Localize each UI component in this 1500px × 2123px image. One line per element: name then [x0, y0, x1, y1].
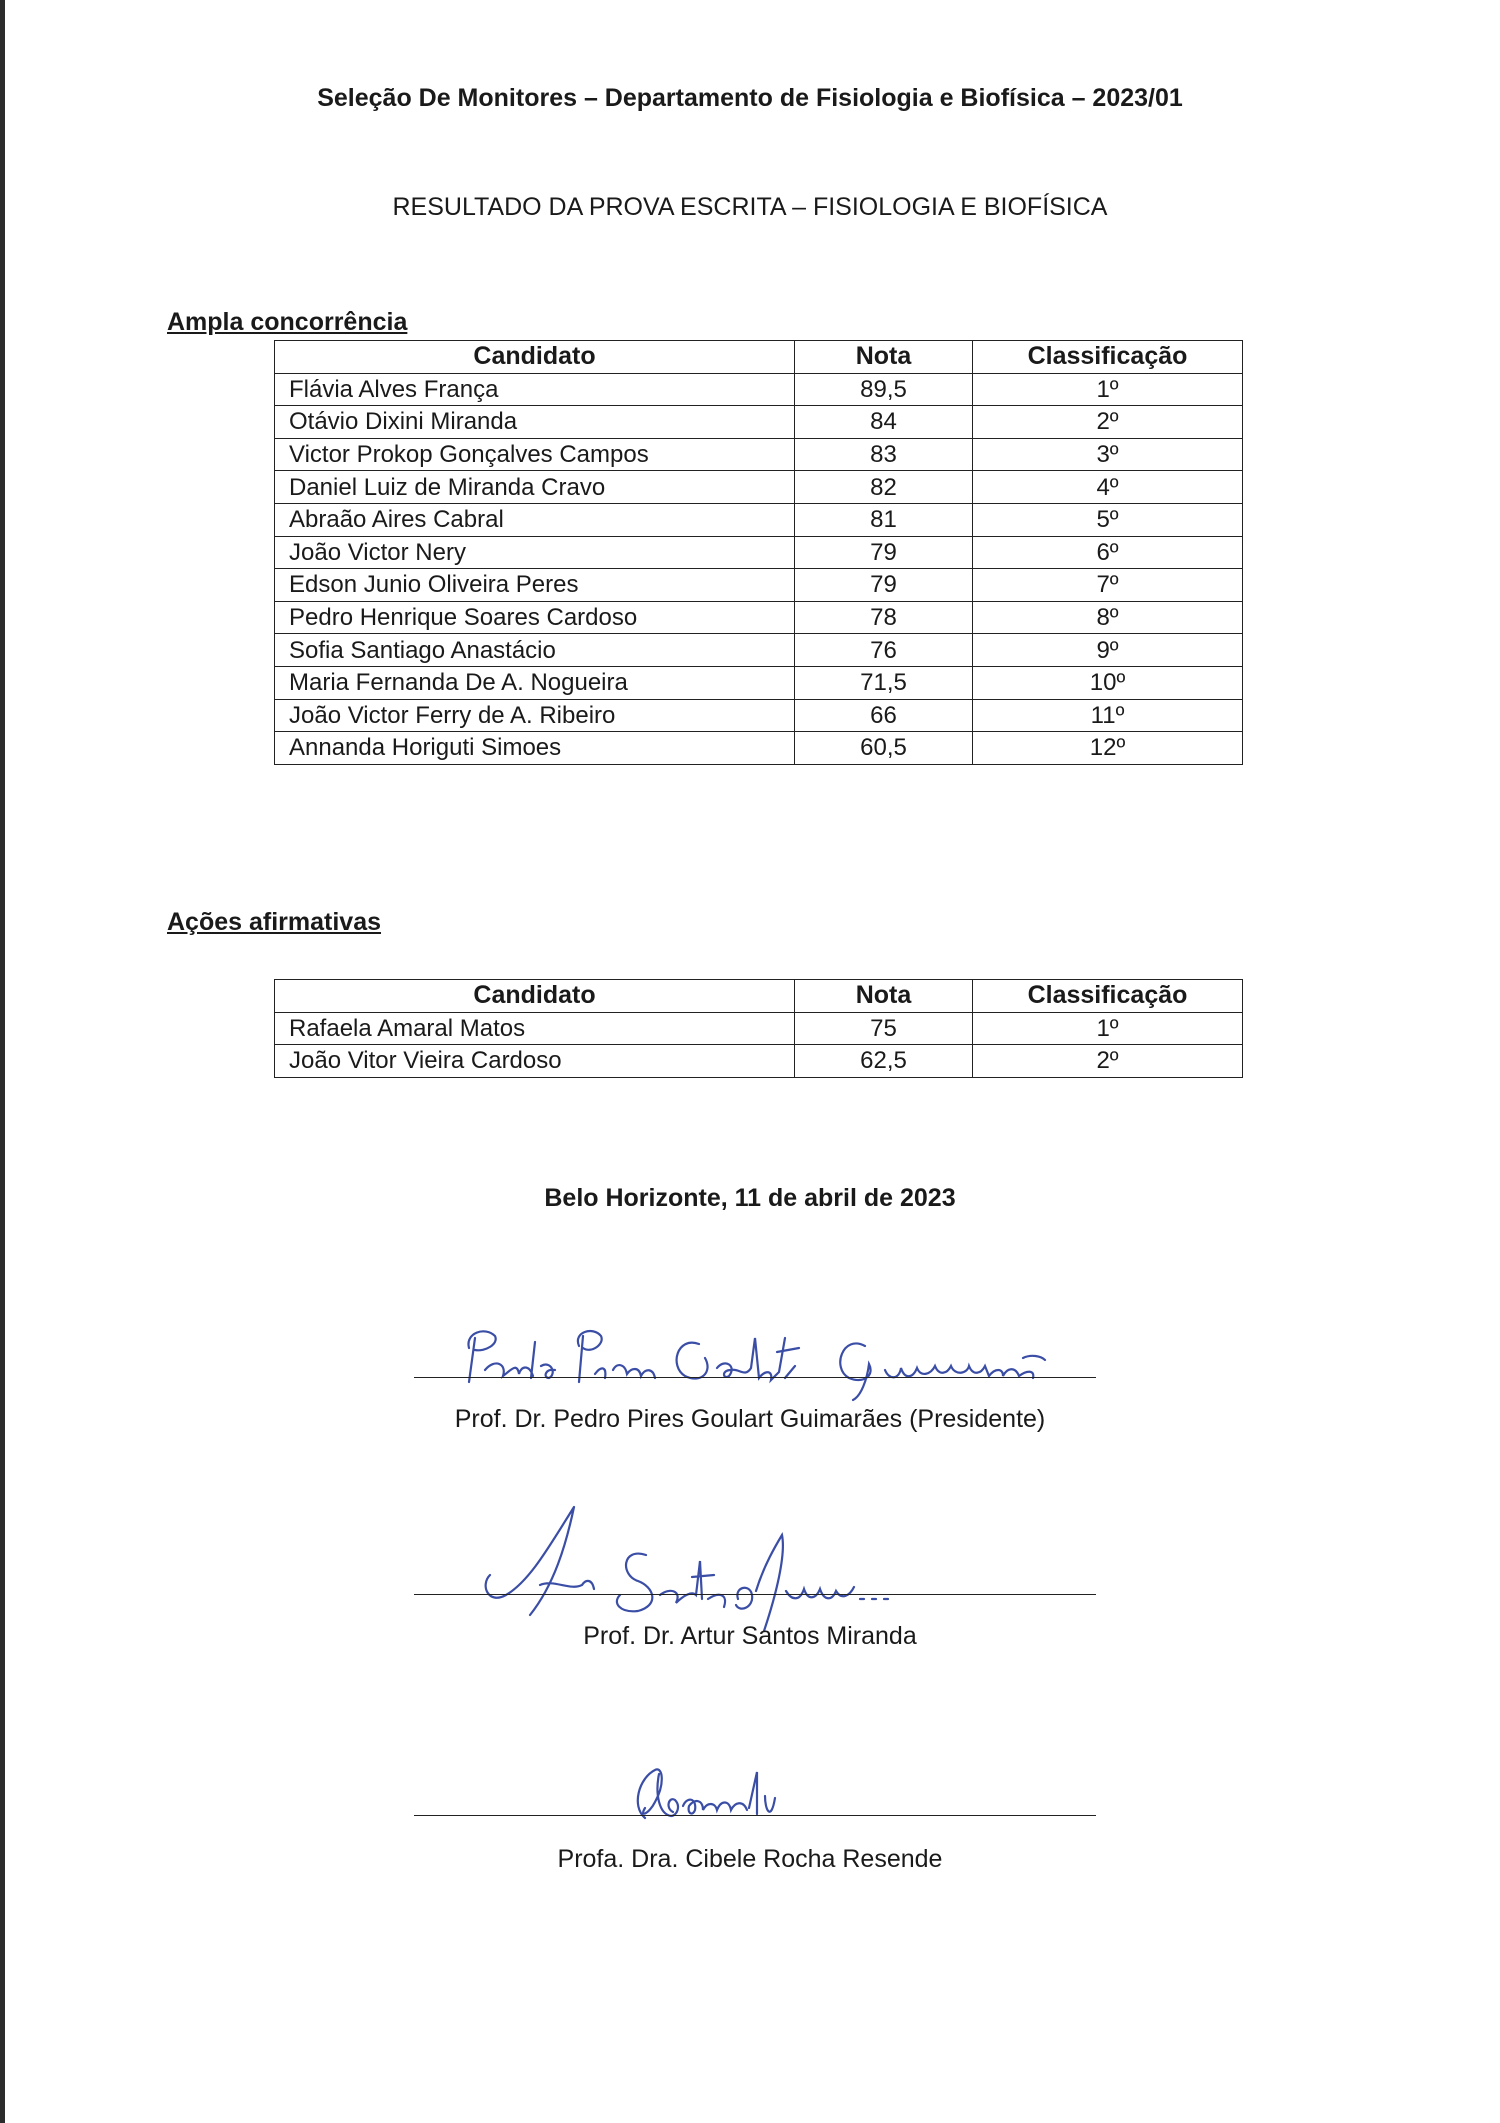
candidate-name-cell: Abraão Aires Cabral: [275, 503, 795, 536]
table-row: [275, 373, 1243, 406]
section-label-ampla: Ampla concorrência: [167, 308, 408, 336]
candidate-name-cell: Annanda Horiguti Simoes: [275, 732, 795, 765]
rank-cell: 12º: [973, 732, 1243, 765]
table-row: [275, 438, 1243, 471]
signatory-name-artur: Prof. Dr. Artur Santos Miranda: [583, 1622, 917, 1650]
document-title: Seleção De Monitores – Departamento de Fisiologia e Biofísica – 2023/01: [317, 84, 1183, 112]
section-label-acoes: Ações afirmativas: [167, 908, 382, 936]
table-header-row: [275, 980, 1243, 1013]
grade-cell: 60,5: [795, 732, 973, 765]
rank-cell: 5º: [973, 503, 1243, 536]
table-row: [275, 471, 1243, 504]
table-row: [275, 536, 1243, 569]
rank-cell: 1º: [973, 373, 1243, 406]
table-row: [275, 1045, 1243, 1078]
rank-cell: 4º: [973, 471, 1243, 504]
candidate-name-cell: Victor Prokop Gonçalves Campos: [275, 438, 795, 471]
document-subtitle: RESULTADO DA PROVA ESCRITA – FISIOLOGIA E BIOFÍSICA: [392, 193, 1108, 221]
table-row: [275, 1012, 1243, 1045]
signature-line-cibele: [414, 1815, 1096, 1816]
candidate-name-cell: Pedro Henrique Soares Cardoso: [275, 601, 795, 634]
grade-cell: 75: [795, 1012, 973, 1045]
grade-cell: 62,5: [795, 1045, 973, 1078]
candidate-name-cell: Sofia Santiago Anastácio: [275, 634, 795, 667]
grade-cell: 79: [795, 536, 973, 569]
column-header-nota: Nota: [795, 341, 973, 374]
candidate-name-cell: Otávio Dixini Miranda: [275, 406, 795, 439]
signature-pedro-image: [455, 1318, 1075, 1403]
column-header-classificacao: Classificação: [973, 341, 1243, 374]
grade-cell: 78: [795, 601, 973, 634]
table-row: [275, 569, 1243, 602]
signatory-name-pedro: Prof. Dr. Pedro Pires Goulart Guimarães (Presidente): [454, 1405, 1046, 1433]
grade-cell: 76: [795, 634, 973, 667]
table-header-row: [275, 341, 1243, 374]
rank-cell: 8º: [973, 601, 1243, 634]
candidate-name-cell: João Victor Ferry de A. Ribeiro: [275, 699, 795, 732]
table-row: [275, 732, 1243, 765]
rank-cell: 2º: [973, 1045, 1243, 1078]
column-header-classificacao: Classificação: [973, 980, 1243, 1013]
candidate-name-cell: João Vitor Vieira Cardoso: [275, 1045, 795, 1078]
grade-cell: 82: [795, 471, 973, 504]
grade-cell: 79: [795, 569, 973, 602]
rank-cell: 1º: [973, 1012, 1243, 1045]
grade-cell: 71,5: [795, 666, 973, 699]
signature-cibele-image: [625, 1758, 795, 1828]
rank-cell: 11º: [973, 699, 1243, 732]
rank-cell: 3º: [973, 438, 1243, 471]
table-row: [275, 666, 1243, 699]
rank-cell: 10º: [973, 666, 1243, 699]
signatory-name-cibele: Profa. Dra. Cibele Rocha Resende: [557, 1845, 943, 1873]
candidate-name-cell: Edson Junio Oliveira Peres: [275, 569, 795, 602]
table-row: [275, 634, 1243, 667]
candidate-name-cell: João Victor Nery: [275, 536, 795, 569]
table-row: [275, 601, 1243, 634]
signature-line-pedro: [414, 1377, 1096, 1378]
date-line: Belo Horizonte, 11 de abril de 2023: [544, 1184, 956, 1212]
candidate-name-cell: Maria Fernanda De A. Nogueira: [275, 666, 795, 699]
candidate-name-cell: Flávia Alves França: [275, 373, 795, 406]
grade-cell: 66: [795, 699, 973, 732]
table-row: [275, 699, 1243, 732]
rank-cell: 6º: [973, 536, 1243, 569]
candidate-name-cell: Daniel Luiz de Miranda Cravo: [275, 471, 795, 504]
column-header-candidato: Candidato: [275, 341, 795, 374]
grade-cell: 83: [795, 438, 973, 471]
rank-cell: 7º: [973, 569, 1243, 602]
table-row: [275, 406, 1243, 439]
signature-line-artur: [414, 1594, 1096, 1595]
acoes-results-table: [274, 979, 1243, 1078]
column-header-candidato: Candidato: [275, 980, 795, 1013]
rank-cell: 9º: [973, 634, 1243, 667]
ampla-results-table: [274, 340, 1243, 765]
grade-cell: 84: [795, 406, 973, 439]
rank-cell: 2º: [973, 406, 1243, 439]
scan-left-edge: [0, 0, 5, 2123]
table-row: [275, 503, 1243, 536]
grade-cell: 81: [795, 503, 973, 536]
candidate-name-cell: Rafaela Amaral Matos: [275, 1012, 795, 1045]
grade-cell: 89,5: [795, 373, 973, 406]
column-header-nota: Nota: [795, 980, 973, 1013]
